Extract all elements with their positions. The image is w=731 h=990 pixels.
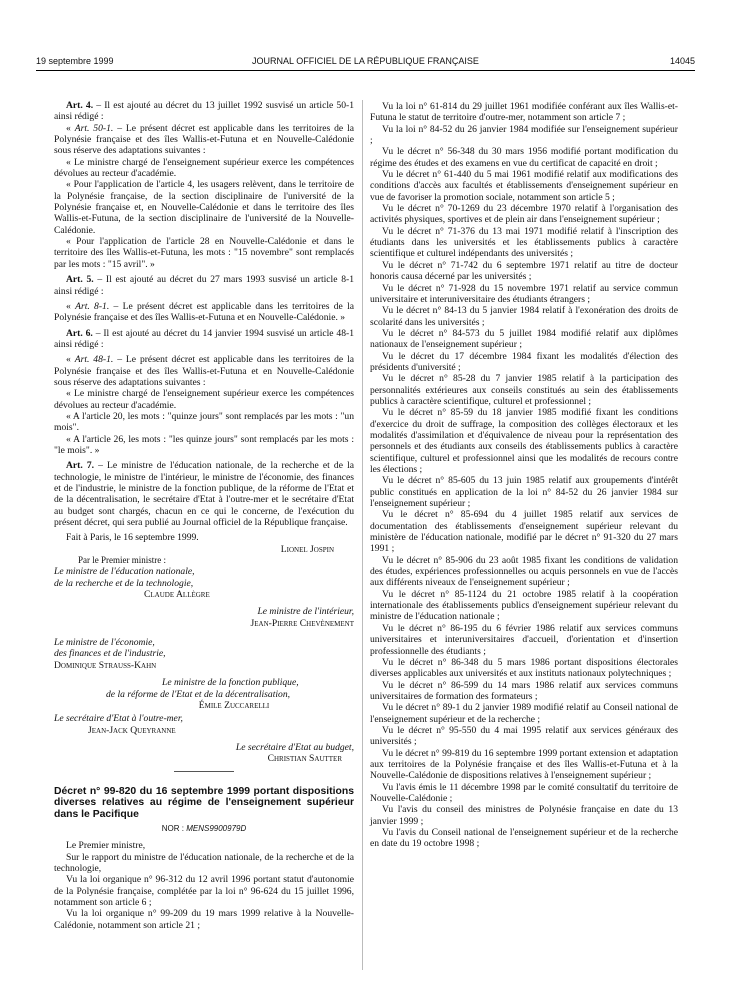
visa-paragraph: Vu le décret n° 71-376 du 13 mai 1971 modifié relatif à l'inscription des étudiants dans les universités et les établissements publics à caractère scientifique et culturel indépendants des universités ; xyxy=(370,225,678,260)
paragraph: « A l'article 20, les mots : "quinze jours" sont remplacés par les mots : "un mois". xyxy=(54,410,354,434)
visa-paragraph: Vu le décret n° 84-573 du 5 juillet 1984 modifié relatif aux diplômes nationaux de l'enseignement supérieur ; xyxy=(370,327,678,351)
left-column xyxy=(54,100,354,931)
paragraph: Le Premier ministre, xyxy=(66,840,146,852)
signatory-line: Par le Premier ministre : xyxy=(78,555,166,566)
visa-paragraph: Vu le décret n° 84-13 du 5 janvier 1984 relatif à l'exonération des droits de scolarité dans les universités ; xyxy=(370,305,678,328)
visa-paragraph: Vu l'avis du conseil des ministres de Polynésie française en date du 13 janvier 1999 ; xyxy=(370,804,678,827)
signatory-name: Émile Zuccarelli xyxy=(198,699,270,711)
visa-paragraph: Vu la loi n° 61-814 du 29 juillet 1961 modifiée conférant aux îles Wallis-et-Futuna le statut de territoire d'outre-mer, notamment son article 7 ; xyxy=(370,101,678,124)
paragraph: « Pour l'application de l'article 28 en Nouvelle-Calédonie et dans le territoire des îles Wallis-et-Futuna, les mots : "15 novembre" sont remplacés par les mots : "15 avril". » xyxy=(54,236,354,270)
signatory-name: Christian Sautter xyxy=(267,753,342,765)
signatory-title: Le ministre de l'éducation nationale, xyxy=(54,566,195,578)
visa-paragraph: Vu le décret n° 56-348 du 30 mars 1956 modifié portant modification du régime des études et des examens en vue du certificat de capacité en droit ; xyxy=(370,146,678,169)
paragraph: « Le ministre chargé de l'enseignement supérieur exerce les compétences dévolues au recteur d'académie. xyxy=(54,156,354,180)
visa-paragraph: Vu le décret n° 86-599 du 14 mars 1986 relatif aux services communs universitaires de formation des formateurs ; xyxy=(370,679,678,702)
article-5: Art. 5. – Il est ajouté au décret du 27 mars 1993 susvisé un article 8-1 ainsi rédigé : xyxy=(54,274,354,297)
nor-code: MENS9900979D xyxy=(186,824,247,834)
decree-title: Décret n° 99-820 du 16 septembre 1999 portant dispositions diverses relatives au régime de l'enseignement supérieur dans le Pacifique xyxy=(54,785,354,820)
visa-paragraph: Vu le décret n° 86-348 du 5 mars 1986 portant dispositions électorales diverses applicables aux universités et aux instituts nationaux polytechniques ; xyxy=(370,656,678,680)
paragraph: Vu la loi organique n° 99-209 du 19 mars 1999 relative à la Nouvelle-Calédonie, notamment son article 21 ; xyxy=(54,908,354,931)
signatory-title: Le ministre de la fonction publique, xyxy=(162,677,299,689)
visa-paragraph: Vu le décret n° 85-59 du 18 janvier 1985 modifié fixant les conditions d'exercice du droit de suffrage, la composition des collèges électoraux et les modalités d'assimilation et d'équivalence de niveau pour la représentation des personnels et des étudiants aux conseils des établissements publics à caractère scientifique, culturel et professionnel ainsi que les modalités de recours contre les élections ; xyxy=(370,407,678,475)
visa-paragraph: Vu le décret n° 85-28 du 7 janvier 1985 relatif à la participation des personnalités extérieures aux conseils constitués au sein des établissements publics à caractère scientifique, culturel et professionnel ; xyxy=(370,373,678,407)
paragraph: « Art. 8-1. – Le présent décret est applicable dans les territoires de la Polynésie française et des îles Wallis-et-Futuna et en Nouvelle-Calédonie. » xyxy=(54,300,355,324)
paragraph: « A l'article 26, les mots : "les quinze jours" sont remplacés par les mots : "le mois". » xyxy=(54,433,354,456)
paragraph: « Le ministre chargé de l'enseignement supérieur exerce les compétences dévolues au recteur d'académie. xyxy=(54,388,354,411)
article-7: Art. 7. – Le ministre de l'éducation nationale, de la recherche et de la technologie, le ministre de l'intérieur, le ministre de l'économie, des finances et de l'industrie, le ministre de la fonction publique, de la réforme de l'Etat et de la décentralisation, le secrétaire d'Etat à l'outre-mer et le secrétaire d'Etat au budget sont chargés, chacun en ce qui le concerne, de l'exécution du présent décret, qui sera publié au Journal officiel de la République française. xyxy=(54,460,354,529)
visa-paragraph: Vu l'avis émis le 11 décembre 1998 par le comité consultatif du territoire de Nouvelle-Calédonie ; xyxy=(370,781,678,804)
visa-paragraph: Vu le décret n° 85-605 du 13 juin 1985 relatif aux groupements d'intérêt public constitués en application de la loi n° 84-52 du 26 janvier 1984 sur l'enseignement supérieur ; xyxy=(370,475,678,510)
page-header xyxy=(36,56,695,70)
paragraph: « Pour l'application de l'article 4, les usagers relèvent, dans le territoire de la Polynésie française, de la section disciplinaire de l'université de la Polynésie française et, en Nouvelle-Calédonie et dans le territoire des îles Wallis-et-Futuna, de la section disciplinaire de l'université de la Nouvelle-Calédonie. xyxy=(54,179,354,236)
visa-paragraph: Vu le décret n° 70-1269 du 23 décembre 1970 relatif à l'organisation des activités physiques, sportives et de plein air dans l'enseignement supérieur ; xyxy=(370,203,678,226)
visa-paragraph: Vu l'avis du Conseil national de l'enseignement supérieur et de la recherche en date du 19 octobre 1998 ; xyxy=(370,827,678,850)
signatory-title: Le secrétaire d'Etat au budget, xyxy=(235,741,354,753)
visa-paragraph: Vu le décret n° 85-694 du 4 juillet 1985 relatif aux services de documentation des établissements d'enseignement supérieur relevant du ministère de l'éducation nationale, modifié par le décret n° 91-320 du 27 mars 1991 ; xyxy=(370,509,678,555)
signatory-name: Jean-Pierre Chevènement xyxy=(250,617,354,629)
visa-paragraph: Vu le décret n° 71-928 du 15 novembre 1971 relatif au service commun universitaire et interuniversitaire des étudiants étrangers ; xyxy=(370,282,678,305)
visa-paragraph: Vu le décret du 17 décembre 1984 fixant les modalités d'élection des présidents d'université ; xyxy=(370,350,678,373)
signatory-name: Jean-Jack Queyranne xyxy=(88,724,176,736)
visa-paragraph: Vu le décret n° 61-440 du 5 mai 1961 modifié relatif aux modifications des conditions d'accès aux facultés et établissements d'enseignement supérieur en vue de favoriser la promotion sociale, notamment son article 5 ; xyxy=(370,169,678,203)
signatory-title: des finances et de l'industrie, xyxy=(54,648,166,660)
visa-paragraph: Vu le décret n° 99-819 du 16 septembre 1999 portant extension et adaptation aux territoires de la Polynésie française et des îles Wallis-et-Futuna et à la Nouvelle-Calédonie de dispositions relatives à l'enseignement supérieur ; xyxy=(370,747,678,782)
nor-reference xyxy=(54,823,354,834)
signatory-title: de la recherche et de la technologie, xyxy=(54,577,194,589)
paragraph: Vu la loi organique n° 96-312 du 12 avril 1996 portant statut d'autonomie de la Polynésie française, complétée par la loi n° 96-624 du 15 juillet 1996, notamment son article 6 ; xyxy=(54,874,354,909)
column-separator xyxy=(362,100,363,970)
paragraph: Sur le rapport du ministre de l'éducation nationale, de la recherche et de la technologie, xyxy=(54,851,354,875)
paragraph: « Art. 48-1. – Le présent décret est applicable dans les territoires de la Polynésie française et des îles Wallis-et-Futuna et en Nouvelle-Calédonie sous réserve des adaptations suivantes : xyxy=(54,354,354,388)
divider xyxy=(174,771,234,772)
nor-label: NOR : xyxy=(161,824,187,834)
paragraph: « Art. 50-1. – Le présent décret est applicable dans les territoires de la Polynésie française et des îles Wallis-et-Futuna et en Nouvelle-Calédonie sous réserve des adaptations suivantes : xyxy=(54,122,354,157)
signatory-name: Claude Allègre xyxy=(144,589,210,601)
signatory-title: de la réforme de l'Etat et de la décentralisation, xyxy=(106,688,291,700)
signatory-name: Dominique Strauss-Kahn xyxy=(54,659,157,671)
signatory-title: Le ministre de l'économie, xyxy=(54,637,155,649)
header-rule xyxy=(36,70,695,71)
done-at: Fait à Paris, le 16 septembre 1999. xyxy=(66,532,199,544)
visa-paragraph: Vu la loi n° 84-52 du 26 janvier 1984 modifiée sur l'enseignement supérieur ; xyxy=(370,123,678,147)
visa-paragraph: Vu le décret n° 71-742 du 6 septembre 1971 relatif au titre de docteur honoris causa décerné par les universités ; xyxy=(370,259,678,283)
visa-paragraph: Vu le décret n° 85-906 du 23 août 1985 fixant les conditions de validation des études, expériences professionnelles ou acquis personnels en vue de l'accès aux différents niveaux de l'enseignement supérieur ; xyxy=(370,554,678,589)
article-4: Art. 4. – Il est ajouté au décret du 13 juillet 1992 susvisé un article 50-1 ainsi rédigé : xyxy=(54,100,354,123)
signatory-title: Le secrétaire d'Etat à l'outre-mer, xyxy=(54,713,183,725)
header-date: 19 septembre 1999 xyxy=(36,56,114,66)
visa-paragraph: Vu le décret n° 85-1124 du 21 octobre 1985 relatif à la coopération internationale des établissements publics d'enseignement supérieur relevant du ministre de l'éducation nationale ; xyxy=(370,588,678,623)
visa-paragraph: Vu le décret n° 89-1 du 2 janvier 1989 modifié relatif au Conseil national de l'enseignement supérieur et de la recherche ; xyxy=(370,702,678,725)
signatory-title: Le ministre de l'intérieur, xyxy=(257,606,354,618)
header-title: JOURNAL OFFICIEL DE LA RÉPUBLIQUE FRANÇAISE xyxy=(252,56,479,66)
visa-paragraph: Vu le décret n° 95-550 du 4 mai 1995 relatif aux services généraux des universités ; xyxy=(370,724,678,748)
right-column xyxy=(370,101,678,850)
page-number: 14045 xyxy=(669,56,695,66)
article-6: Art. 6. – Il est ajouté au décret du 14 janvier 1994 susvisé un article 48-1 ainsi rédigé : xyxy=(54,327,354,350)
visa-paragraph: Vu le décret n° 86-195 du 6 février 1986 relatif aux services communs universitaires et interuniversitaires d'accueil, d'orientation et d'insertion professionnelle des étudiants ; xyxy=(370,622,678,657)
signatory-name: Lionel Jospin xyxy=(280,543,334,555)
